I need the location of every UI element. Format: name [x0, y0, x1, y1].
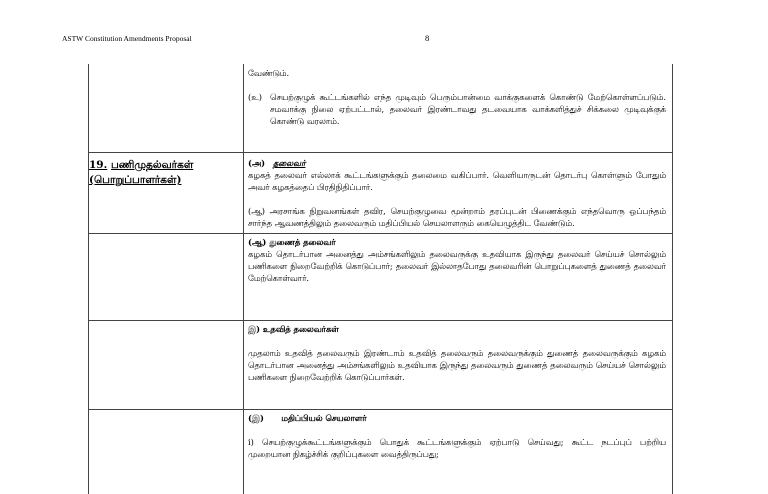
row3-content [248, 236, 666, 284]
row1-item-text: செயற்குழுக் கூட்டங்களில் எந்த முடிவும் பெரும்பான்மை வாக்குகளைக் கொண்டு மேற்கொள்ளப்படும். சமவாக்கு நிலை ஏற்பட்டால், தலைவர் இரண்டாவது தடவையாக வாக்களித்துச் சிக்கலை முடிவுக்குக் கொண்டு வரலாம். [270, 92, 666, 126]
row2-para2: (ஆ) அரசாங்க நிறுவனங்கள் தவிர, செயற்குழுவை மூன்றாம் தரப்புடன் பிணைக்கும் எந்தவொரு ஒப்பந்தம் சார்ந்த ஆவணத்திலும் தலைவரும் மதிப்பியல் செயலாளரும் கையெழுத்திட வேண்டும். [248, 206, 666, 228]
row-divider [89, 409, 672, 410]
row1-item [248, 91, 666, 127]
row-divider [89, 320, 672, 321]
row4-content [248, 323, 666, 383]
row5-para: i) செயற்குழுக்கூட்டங்களுக்கும் பொதுக் கூட்டங்களுக்கும் ஏற்பாடு செய்வது; கூட்ட நடப்புப் பற்றிய முறையான நிகழ்ச்சிக் குறிப்புகளை வைத்திருப்பது; [248, 437, 666, 459]
row1-line: வேண்டும். [248, 68, 290, 78]
row5-mark: (இ) [248, 413, 264, 423]
row1-item-mark: (உ) [248, 92, 263, 102]
section-19-title [89, 158, 239, 188]
row2-heading: தலைவர் [273, 158, 306, 168]
row3-heading: (ஆ) துணைத் தலைவர் [248, 237, 336, 247]
row3-para: கழகம் தொடர்பான அனைத்து அம்சங்களிலும் தலைவருக்கு உதவியாக இருந்து தலைவர் செய்யச் சொல்லும் பணிகளை நிறைவேற்றிக் கொடுப்பார்; தலைவர் இல்லாதபோது தலைவரின் பொறுப்புகளைத் துணைத் தலைவர் மேற்கொள்வார். [248, 249, 666, 283]
row-divider [89, 152, 672, 153]
row2-para1: கழகத் தலைவர் எல்லாக் கூட்டங்களுக்கும் தலைமை வகிப்பார். வெளியாருடன் தொடர்பு கொள்ளும் போதும் அவர் கழகத்தைப் பிரதிநிதிப்பார். [248, 170, 666, 192]
row5-content [248, 412, 666, 460]
row2-mark: (அ) [248, 158, 266, 168]
row5-heading: மதிப்பியல் செயலாளர் [281, 413, 367, 423]
row4-heading: இ) உதவித் தலைவர்கள் [248, 324, 339, 334]
row4-para: முதலாம் உதவித் தலைவரும் இரண்டாம் உதவித் தலைவரும் தலைவருக்கும் துணைத் தலைவருக்கும் கழகம் தொடர்பான அனைத்து அம்சங்களிலும் உதவியாக இருந்து தலைவரும் துணைத் தலைவரும் செய்யச் சொல்லும் பணிகளை நிறைவேற்றிக் கொடுப்பார்கள். [248, 348, 666, 382]
row2-content [248, 157, 666, 229]
row1-content [248, 67, 666, 127]
section-title-line2: (பொறுப்பாளர்கள்) [89, 174, 182, 186]
amendments-table [88, 64, 673, 494]
section-title-line1: பணிமுதல்வர்கள் [110, 159, 194, 171]
row-divider [89, 233, 672, 234]
column-divider [243, 64, 244, 494]
section-number: 19. [89, 159, 108, 171]
document-title: ASTW Constitution Amendments Proposal [62, 34, 192, 43]
page-number: 8 [425, 33, 430, 43]
